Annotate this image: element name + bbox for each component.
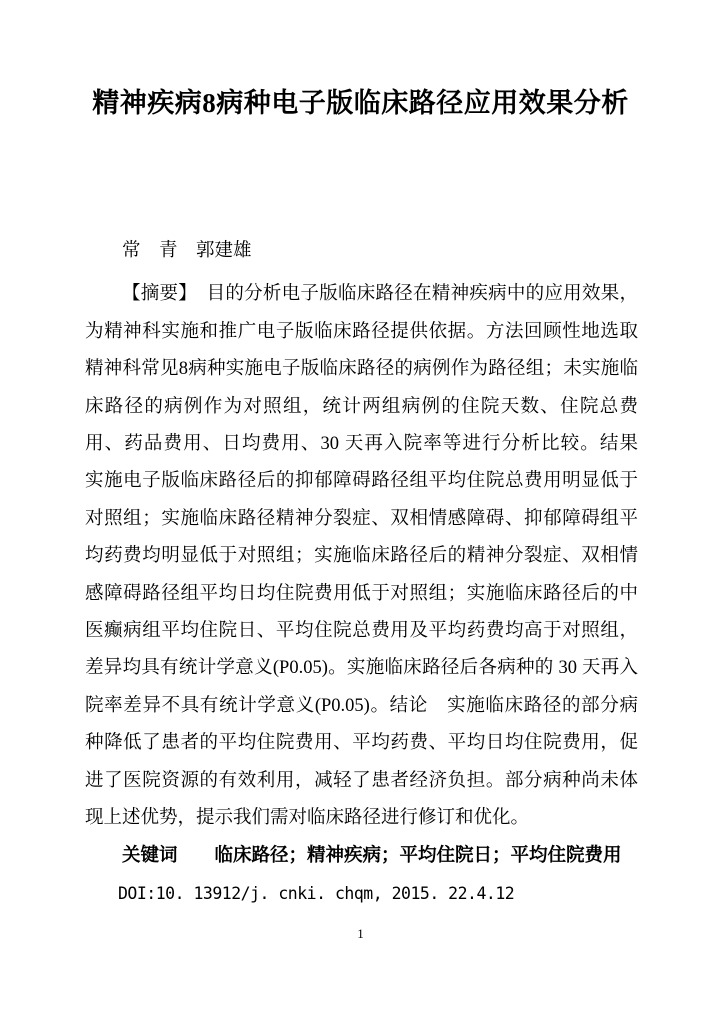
doi-line: DOI:10. 13912/j. cnki. chqm, 2015. 22.4.12 [118, 883, 515, 903]
document-body [85, 233, 657, 912]
keywords-line [85, 838, 638, 875]
keywords-label: 关键词 [122, 845, 215, 866]
page-number: 1 [357, 926, 364, 941]
page-title: 精神疾病8病种电子版临床路径应用效果分析 [92, 88, 629, 118]
authors-line: 常 青 郭建雄 [122, 241, 252, 261]
abstract-paragraph: 【摘要】 目的分析电子版临床路径在精神疾病中的应用效果，为精神科实施和推广电子版临床路径提供依据。方法回顾性地选取精神科常见8病种实施电子版临床路径的病例作为路径组；未实施临床路径的病例作为对照组，统计两组病例的住院天数、住院总费用、药品费用、日均费用、30 天再入院率等进行分析比较。结果 实施电子版临床路径后的抑郁障碍路径组平均住院总费用明显低于对照组；实施临床路径精神分裂症、双相情感障碍、抑郁障碍组平均药费均明显低于对照组；实施临床路径后的精神分裂症、双相情感障碍路径组平均日均住院费用低于对照组；实施临床路径后的中医癫病组平均住院日、平均住院总费用及平均药费均高于对照组，差异均具有统计学意义(P0.05)。实施临床路径后各病种的 30 天再入院率差异不具有统计学意义(P0.05)。结论 实施临床路径的部分病种降低了患者的平均住院费用、平均药费、平均日均住院费用，促进了医院资源的有效利用，减轻了患者经济负担。部分病种尚未体现上述优势，提示我们需对临床路径进行修订和优化。 [85, 284, 657, 829]
keywords-text: 临床路径；精神疾病；平均住院日；平均住院费用 [214, 845, 622, 866]
